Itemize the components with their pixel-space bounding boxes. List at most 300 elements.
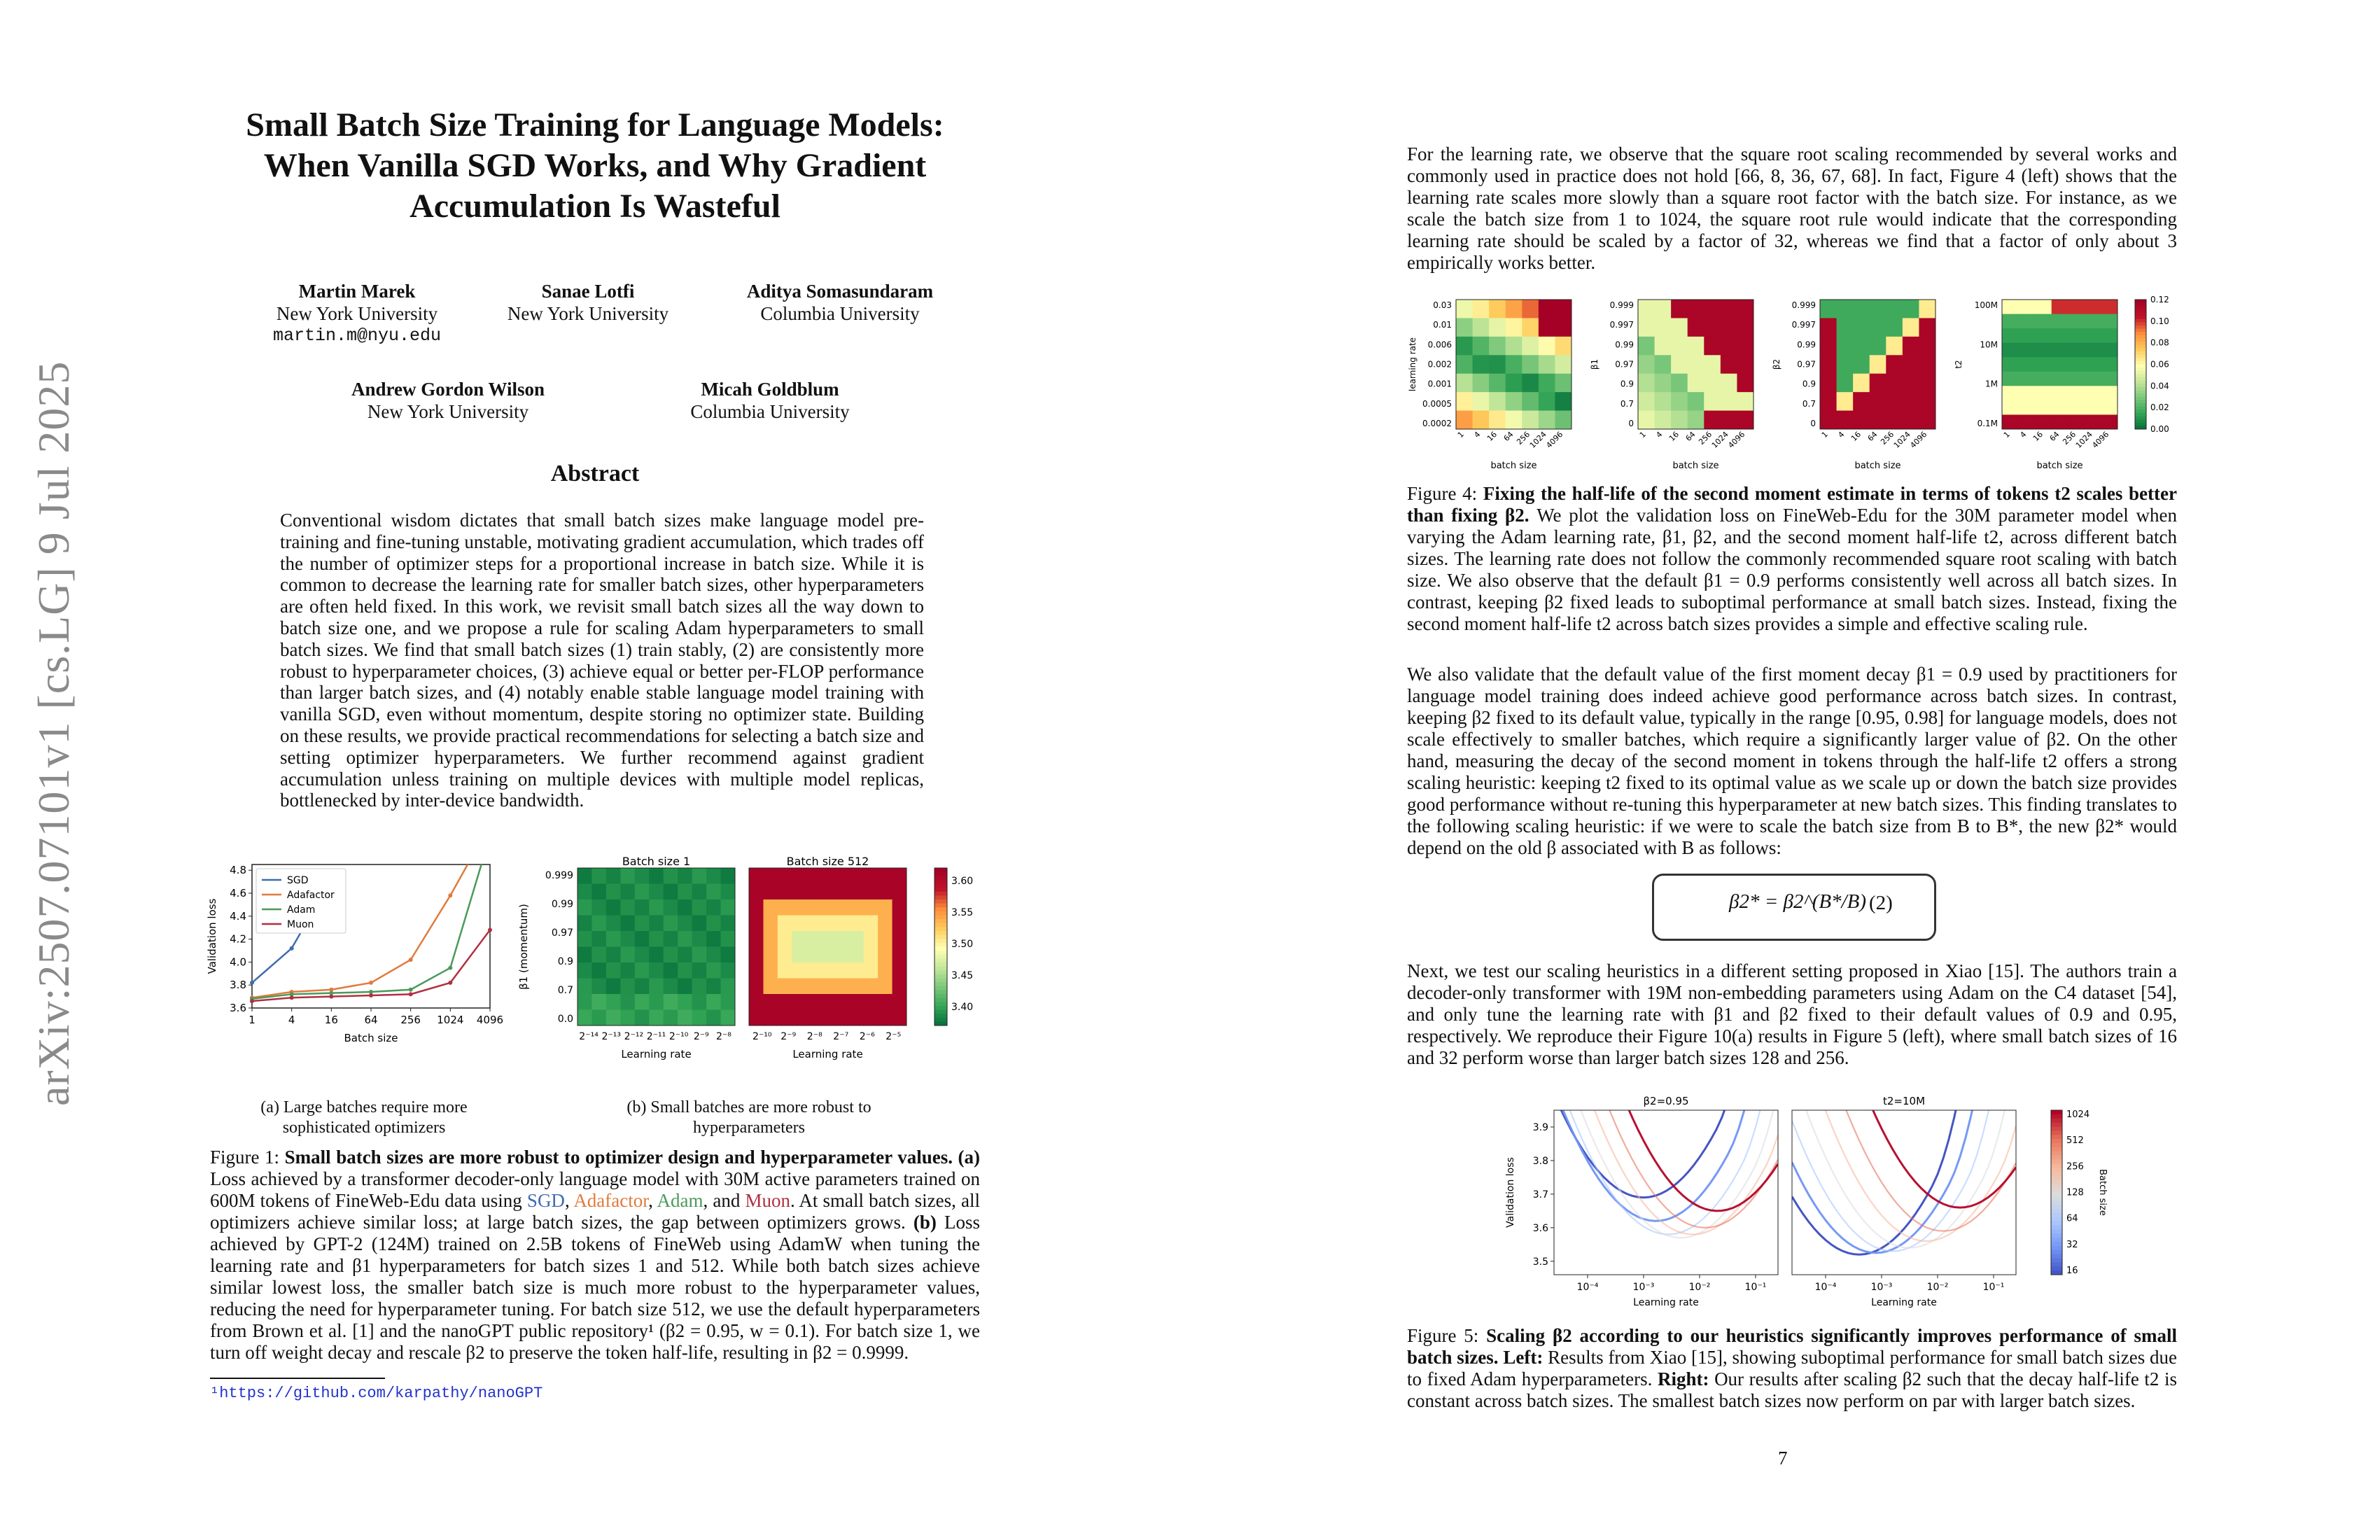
heatmap-cell (1737, 300, 1754, 318)
x-tick-label: 10⁻¹ (1744, 1282, 1767, 1293)
heatmap-cell (620, 868, 635, 884)
y-tick-label: 4.4 (230, 909, 246, 923)
heatmap-cell (835, 868, 850, 884)
colorbar-segment (934, 986, 947, 990)
heatmap-cell (749, 979, 764, 995)
heatmap-cell (835, 1010, 850, 1026)
x-tick-label: 2⁻⁵ (886, 1031, 902, 1042)
heatmap-cell (1688, 374, 1704, 393)
heatmap-cell (1539, 355, 1555, 374)
heatmap-cell (592, 947, 606, 963)
heatmap-cell (878, 979, 892, 995)
heatmap-cell (792, 947, 806, 963)
y-axis-label: β1 (1590, 358, 1600, 370)
heatmap-cell (1456, 411, 1473, 430)
colorbar-segment (2051, 1189, 2062, 1193)
heatmap-cell (706, 994, 721, 1010)
heatmap-cell (892, 916, 907, 932)
y-tick-label: 0.9 (557, 956, 573, 967)
heatmap-cell (592, 899, 606, 916)
author-email[interactable]: martin.m@nyu.edu (272, 326, 442, 346)
y-tick-label: 0.01 (1433, 320, 1452, 330)
colorbar-segment (934, 868, 947, 872)
sgd-label: SGD (526, 1190, 565, 1211)
heatmap-cell (2002, 328, 2019, 343)
heatmap-cell (878, 994, 892, 1010)
heatmap-cell (664, 979, 678, 995)
heatmap-cell (2085, 314, 2101, 329)
heatmap-cell (820, 916, 835, 932)
heatmap-cell (820, 868, 835, 884)
colorbar-segment (2051, 1246, 2062, 1250)
y-tick-label: 0 (1810, 419, 1816, 428)
heatmap-cell (1489, 318, 1506, 337)
colorbar-segment (2051, 1172, 2062, 1176)
heatmap-cell (763, 962, 778, 979)
heatmap-cell (778, 979, 792, 995)
heatmap-cell (1506, 411, 1522, 430)
colorbar-segment (2135, 335, 2146, 339)
heatmap-cell (1837, 318, 1854, 337)
y-tick-label: 100M (1974, 300, 1998, 310)
heatmap-cell (763, 994, 778, 1010)
heatmap-cell (1655, 318, 1672, 337)
heatmap-cell (878, 916, 892, 932)
colorbar-segment (2135, 419, 2146, 423)
heatmap-cell (878, 868, 892, 884)
colorbar-segment (2135, 326, 2146, 329)
x-tick-label: 4096 (1726, 429, 1747, 450)
y-tick-label: 4.2 (230, 932, 246, 946)
y-tick-label: 3.5 (1532, 1256, 1548, 1268)
heatmap-cell (706, 979, 721, 995)
colorbar-segment (2051, 1135, 2062, 1139)
heatmap-cell (864, 884, 878, 900)
heatmap-cell (721, 931, 736, 947)
heatmap-cell (864, 994, 878, 1010)
figure-4-caption (1407, 483, 2177, 635)
heatmap-cell (749, 994, 764, 1010)
heatmap-cell (892, 868, 907, 884)
heatmap-cell (849, 979, 864, 995)
heatmap-cell (1555, 318, 1572, 337)
heatmap-cell (649, 868, 664, 884)
heatmap-cell (864, 947, 878, 963)
heatmap-cell (1555, 337, 1572, 356)
heatmap-cell (2019, 372, 2036, 386)
heatmap-cell (692, 916, 707, 932)
heatmap-cell (620, 931, 635, 947)
colorbar-segment (934, 990, 947, 994)
heatmap-cell (721, 916, 736, 932)
heatmap-cell (635, 899, 650, 916)
page-number: 7 (1778, 1448, 1788, 1469)
y-tick-label: 0.03 (1433, 300, 1452, 310)
author-name: Micah Goldblum (701, 379, 839, 400)
heatmap-cell (878, 899, 892, 916)
heatmap-cell (2085, 400, 2101, 415)
heatmap-cell (592, 1010, 606, 1026)
heatmap-cell (2052, 328, 2068, 343)
heatmap-cell (592, 931, 606, 947)
heatmap-cell (1886, 374, 1903, 393)
colorbar-segment (2135, 391, 2146, 394)
heatmap-cell (792, 899, 806, 916)
colorbar-segment (2051, 1262, 2062, 1266)
heatmap-cell (2085, 372, 2101, 386)
heatmap-cell (806, 868, 821, 884)
heatmap-cell (635, 994, 650, 1010)
heatmap-cell (1539, 337, 1555, 356)
x-axis-label: batch size (1672, 461, 1719, 471)
heatmap-cell (664, 1010, 678, 1026)
y-tick-label: 0.99 (1797, 340, 1816, 350)
heatmap-cell (892, 979, 907, 995)
colorbar-segment (934, 1010, 947, 1014)
footnote-rule (210, 1378, 385, 1379)
heatmap-cell (1886, 392, 1903, 411)
heatmap-cell (1886, 300, 1903, 318)
heatmap-cell (1704, 411, 1721, 430)
y-tick-label: 4.6 (230, 887, 246, 899)
heatmap-cell (849, 1010, 864, 1026)
heatmap-cell (620, 962, 635, 979)
data-point (369, 993, 373, 997)
heatmap-cell (2002, 400, 2019, 415)
colorbar-segment (934, 876, 947, 880)
colorbar-segment (934, 982, 947, 986)
heatmap-cell (1704, 355, 1721, 374)
x-tick-label: 1 (248, 1014, 255, 1026)
heatmap-cell (1473, 392, 1490, 411)
heatmap-cell (778, 947, 792, 963)
heatmap-cell (1456, 374, 1473, 393)
colorbar-tick-label: 16 (2066, 1266, 2078, 1276)
y-tick-label: 0.999 (545, 870, 573, 881)
heatmap-cell (2052, 400, 2068, 415)
heatmap-cell (721, 947, 736, 963)
x-tick-label: 10⁻¹ (1982, 1282, 2005, 1293)
colorbar-segment (934, 1018, 947, 1022)
heatmap-cell (2068, 386, 2085, 400)
heatmap-cell (1555, 300, 1572, 318)
heatmap-cell (1473, 411, 1490, 430)
heatmap-cell (2101, 400, 2118, 415)
heatmap-cell (1688, 392, 1704, 411)
y-axis-label: β1 (momentum) (517, 904, 530, 990)
x-tick-label: 4 (2018, 429, 2029, 440)
heatmap-cell (864, 962, 878, 979)
heatmap-cell (706, 947, 721, 963)
author-2 (490, 280, 686, 325)
heatmap-cell (592, 868, 606, 884)
heatmap-cell (1522, 318, 1539, 337)
panel-title: Batch size 512 (786, 855, 869, 868)
colorbar-segment (934, 951, 947, 955)
heatmap-cell (2085, 343, 2101, 358)
heatmap-cell (749, 899, 764, 916)
heatmap-cell (2052, 300, 2068, 314)
colorbar-segment (2135, 387, 2146, 391)
heatmap-cell (1870, 374, 1886, 393)
heatmap-cell (1704, 318, 1721, 337)
colorbar-segment (2051, 1229, 2062, 1233)
data-point (290, 946, 294, 951)
heatmap-cell (2068, 300, 2085, 314)
colorbar-segment (934, 895, 947, 899)
colorbar-segment (2135, 300, 2146, 303)
colorbar-segment (2051, 1200, 2062, 1205)
heatmap-cell (1555, 374, 1572, 393)
x-tick-label: 2⁻⁹ (780, 1031, 797, 1042)
heatmap-cell (1870, 337, 1886, 356)
heatmap-cell (849, 947, 864, 963)
y-tick-label: 0.1M (1977, 419, 1998, 428)
colorbar-segment (2135, 393, 2146, 397)
heatmap-cell (763, 931, 778, 947)
colorbar-segment (2135, 339, 2146, 342)
colorbar-label: Batch size (2097, 1169, 2108, 1216)
x-tick-label: 16 (1667, 429, 1681, 444)
heatmap-cell (749, 962, 764, 979)
heatmap-cell (1704, 392, 1721, 411)
heatmap-cell (2085, 300, 2101, 314)
heatmap-cell (849, 868, 864, 884)
colorbar-segment (2135, 403, 2146, 407)
heatmap-cell (1721, 374, 1737, 393)
colorbar-segment (934, 935, 947, 939)
heatmap-cell (1539, 318, 1555, 337)
adafactor-label: Adafactor (573, 1190, 649, 1211)
heatmap-cell (692, 884, 707, 900)
x-tick-label: 4096 (476, 1014, 504, 1026)
x-tick-label: 2⁻⁸ (715, 1031, 732, 1042)
x-tick-label: 256 (400, 1014, 421, 1026)
colorbar-tick-label: 1024 (2066, 1110, 2090, 1120)
heatmap-cell (1555, 355, 1572, 374)
x-axis-label: Learning rate (621, 1048, 692, 1060)
heatmap-cell (578, 868, 592, 884)
heatmap-cell (1853, 318, 1870, 337)
author-name: Sanae Lotfi (541, 281, 635, 302)
data-point (290, 995, 294, 1000)
x-tick-label: 2⁻¹⁰ (668, 1031, 689, 1042)
heatmap-cell (835, 994, 850, 1010)
heatmap-cell (820, 884, 835, 900)
heatmap-cell (678, 884, 692, 900)
heatmap-cell (1721, 300, 1737, 318)
heatmap-cell (1638, 411, 1655, 430)
heatmap-cell (1671, 318, 1688, 337)
y-tick-label: 10M (1980, 340, 1998, 350)
heatmap-cell (1837, 411, 1854, 430)
colorbar-segment (2051, 1160, 2062, 1164)
heatmap-cell (2101, 414, 2118, 429)
heatmap-cell (1886, 355, 1903, 374)
heatmap-cell (749, 1010, 764, 1026)
heatmap-cell (578, 916, 592, 932)
heatmap-cell (706, 884, 721, 900)
heatmap-cell (678, 868, 692, 884)
heatmap-cell (1456, 300, 1473, 318)
heatmap-cell (2019, 328, 2036, 343)
heatmap-cell (1820, 355, 1837, 374)
x-tick-label: 1024 (1709, 429, 1730, 450)
heatmap-cell (1704, 337, 1721, 356)
heatmap-cell (606, 1010, 621, 1026)
heatmap-cell (2052, 386, 2068, 400)
heatmap-cell (1506, 300, 1522, 318)
heatmap-cell (820, 947, 835, 963)
heatmap-cell (1522, 392, 1539, 411)
heatmap-cell (578, 931, 592, 947)
colorbar-segment (934, 880, 947, 884)
heatmap-cell (692, 899, 707, 916)
heatmap-cell (806, 962, 821, 979)
heatmap-cell (778, 962, 792, 979)
x-tick-label: 2⁻¹⁴ (579, 1031, 598, 1042)
caption-label: Figure 1: (210, 1147, 280, 1168)
heatmap-cell (606, 916, 621, 932)
y-tick-label: 3.8 (230, 979, 246, 992)
heatmap-cell (1655, 300, 1672, 318)
colorbar-segment (2051, 1196, 2062, 1200)
heatmap-cell (1473, 337, 1490, 356)
abstract-text: Conventional wisdom dictates that small batch sizes make language model pre-training and fine-tuning unstable, motivating gradient accumulation, which trades off the number of optimizer steps for a proportional increase in batch size. While it is common to decrease the learning rate for smaller batch sizes, other hyperparameters are often held fixed. In this work, we revisit small batch sizes all the way down to batch size one, and we propose a rule for scaling Adam hyperparameters to small batch sizes. We find that small batch sizes (1) train stably, (2) are consistently more robust to hyperparameter choices, (3) achieve equal or better per-FLOP performance than larger batch sizes, and (4) notably enable stable language model training with vanilla SGD, even without momentum, despite storing no optimizer state. Building on these results, we provide practical recommendations for selecting a batch size and setting optimizer hyperparameters. We further recommend against gradient accumulation unless training on multiple devices with multiple model replicas, bottlenecked by inter-device bandwidth. (280, 510, 924, 811)
colorbar-segment (2051, 1209, 2062, 1213)
heatmap-cell (1721, 392, 1737, 411)
heatmap-cell (1919, 337, 1935, 356)
heatmap-cell (649, 979, 664, 995)
paragraph-3: Next, we test our scaling heuristics in a different setting proposed in Xiao [15]. The authors train a decoder-only transformer with 19M non-embedding parameters using Adam on the C4 dataset [54], and only tune the learning rate with β1 and β2 fixed to their default values of 0.9 and 0.95, respectively. We reproduce their Figure 10(a) results in Figure 5 (left), where small batch sizes of 16 and 32 perform worse than larger batch sizes 128 and 256. (1407, 960, 2177, 1068)
heatmap-cell (1473, 318, 1490, 337)
x-tick-label: 1024 (437, 1014, 464, 1026)
colorbar-segment (2051, 1119, 2062, 1123)
heatmap-cell (635, 962, 650, 979)
colorbar-segment (2051, 1259, 2062, 1263)
heatmap-cell (2002, 372, 2019, 386)
heatmap-cell (2068, 314, 2085, 329)
colorbar-segment (2051, 1266, 2062, 1270)
heatmap-cell (2101, 300, 2118, 314)
colorbar-segment (2135, 416, 2146, 420)
heatmap-cell (849, 916, 864, 932)
colorbar-segment (2135, 313, 2146, 316)
heatmap-cell (1903, 411, 1919, 430)
heatmap-cell (2035, 314, 2052, 329)
x-tick-label: 64 (364, 1014, 378, 1026)
heatmap-cell (1903, 318, 1919, 337)
heatmap-cell (635, 931, 650, 947)
heatmap-cell (1638, 300, 1655, 318)
data-point (250, 999, 254, 1003)
heatmap-cell (578, 947, 592, 963)
heatmap-cell (2035, 400, 2052, 415)
caption-bold: Small batch sizes are more robust to optimizer design and hyperparameter values. (a) (284, 1147, 981, 1168)
heatmap-cell (878, 1010, 892, 1026)
data-point (448, 966, 452, 970)
heatmap-cell (592, 994, 606, 1010)
x-axis-label: Learning rate (1871, 1297, 1937, 1308)
heatmap-cell (606, 868, 621, 884)
heatmap-cell (864, 899, 878, 916)
footnote-link[interactable]: ¹https://github.com/karpathy/nanoGPT (210, 1385, 543, 1402)
heatmap-cell (835, 916, 850, 932)
colorbar-segment (934, 911, 947, 916)
heatmap-cell (620, 884, 635, 900)
heatmap-cell (678, 931, 692, 947)
heatmap-cell (1489, 392, 1506, 411)
x-tick-label: 2⁻¹¹ (646, 1031, 666, 1042)
caption-text: Our results after scaling β2 such that the decay half-life t2 is constant across batch sizes. The smallest batch sizes now perform on par with larger batch sizes. (1407, 1368, 2177, 1411)
colorbar-segment (2051, 1110, 2062, 1114)
heatmap-cell (1489, 355, 1506, 374)
x-tick-label: 10⁻³ (1870, 1282, 1893, 1293)
y-axis-label: Validation loss (206, 898, 218, 974)
author-name: Andrew Gordon Wilson (351, 379, 545, 400)
heatmap-cell (2002, 314, 2019, 329)
heatmap-cell (1522, 300, 1539, 318)
heatmap-cell (1671, 337, 1688, 356)
heatmap-cell (2101, 386, 2118, 400)
author-affiliation: Columbia University (760, 303, 920, 324)
data-point (369, 981, 373, 985)
heatmap-cell (1671, 300, 1688, 318)
heatmap-cell (1837, 355, 1854, 374)
heatmap-cell (620, 979, 635, 995)
heatmap-cell (1539, 411, 1555, 430)
heatmap-cell (2002, 357, 2019, 372)
x-tick-label: 4 (288, 1014, 295, 1026)
x-tick-label: 1 (1637, 429, 1648, 440)
heatmap-cell (578, 994, 592, 1010)
heatmap-cell (1820, 374, 1837, 393)
heatmap-cell (1688, 318, 1704, 337)
heatmap-cell (664, 947, 678, 963)
heatmap-cell (2002, 300, 2019, 314)
heatmap-cell (1473, 300, 1490, 318)
heatmap-cell (1655, 355, 1672, 374)
heatmap-cell (578, 979, 592, 995)
x-tick-label: 10⁻² (1688, 1282, 1711, 1293)
y-tick-label: 0.9 (1620, 379, 1634, 389)
colorbar-segment (934, 1002, 947, 1006)
heatmap-cell (778, 994, 792, 1010)
heatmap-cell (649, 1010, 664, 1026)
arxiv-identifier[interactable]: arXiv:2507.07101v1 [cs.LG] 9 Jul 2025 (29, 360, 78, 1106)
heatmap-cell (2085, 414, 2101, 429)
heatmap-cell (1721, 411, 1737, 430)
legend-label: Adam (287, 904, 316, 916)
heatmap-cell (635, 884, 650, 900)
colorbar-segment (934, 998, 947, 1002)
x-tick-label: 2⁻⁸ (806, 1031, 822, 1042)
heatmap-cell (1506, 392, 1522, 411)
heatmap-cell (820, 979, 835, 995)
heatmap-cell (2002, 414, 2019, 429)
colorbar-segment (2051, 1123, 2062, 1127)
heatmap-cell (749, 868, 764, 884)
heatmap-cell (1473, 374, 1490, 393)
heatmap-cell (1456, 337, 1473, 356)
colorbar-segment (2051, 1226, 2062, 1230)
equation: β2* = β2^(B*/B) (1729, 890, 1866, 913)
heatmap-cell (2002, 343, 2019, 358)
heatmap-cell (635, 916, 650, 932)
data-point (409, 992, 413, 996)
heatmap-cell (778, 916, 792, 932)
x-tick-label: 4 (1654, 429, 1665, 440)
